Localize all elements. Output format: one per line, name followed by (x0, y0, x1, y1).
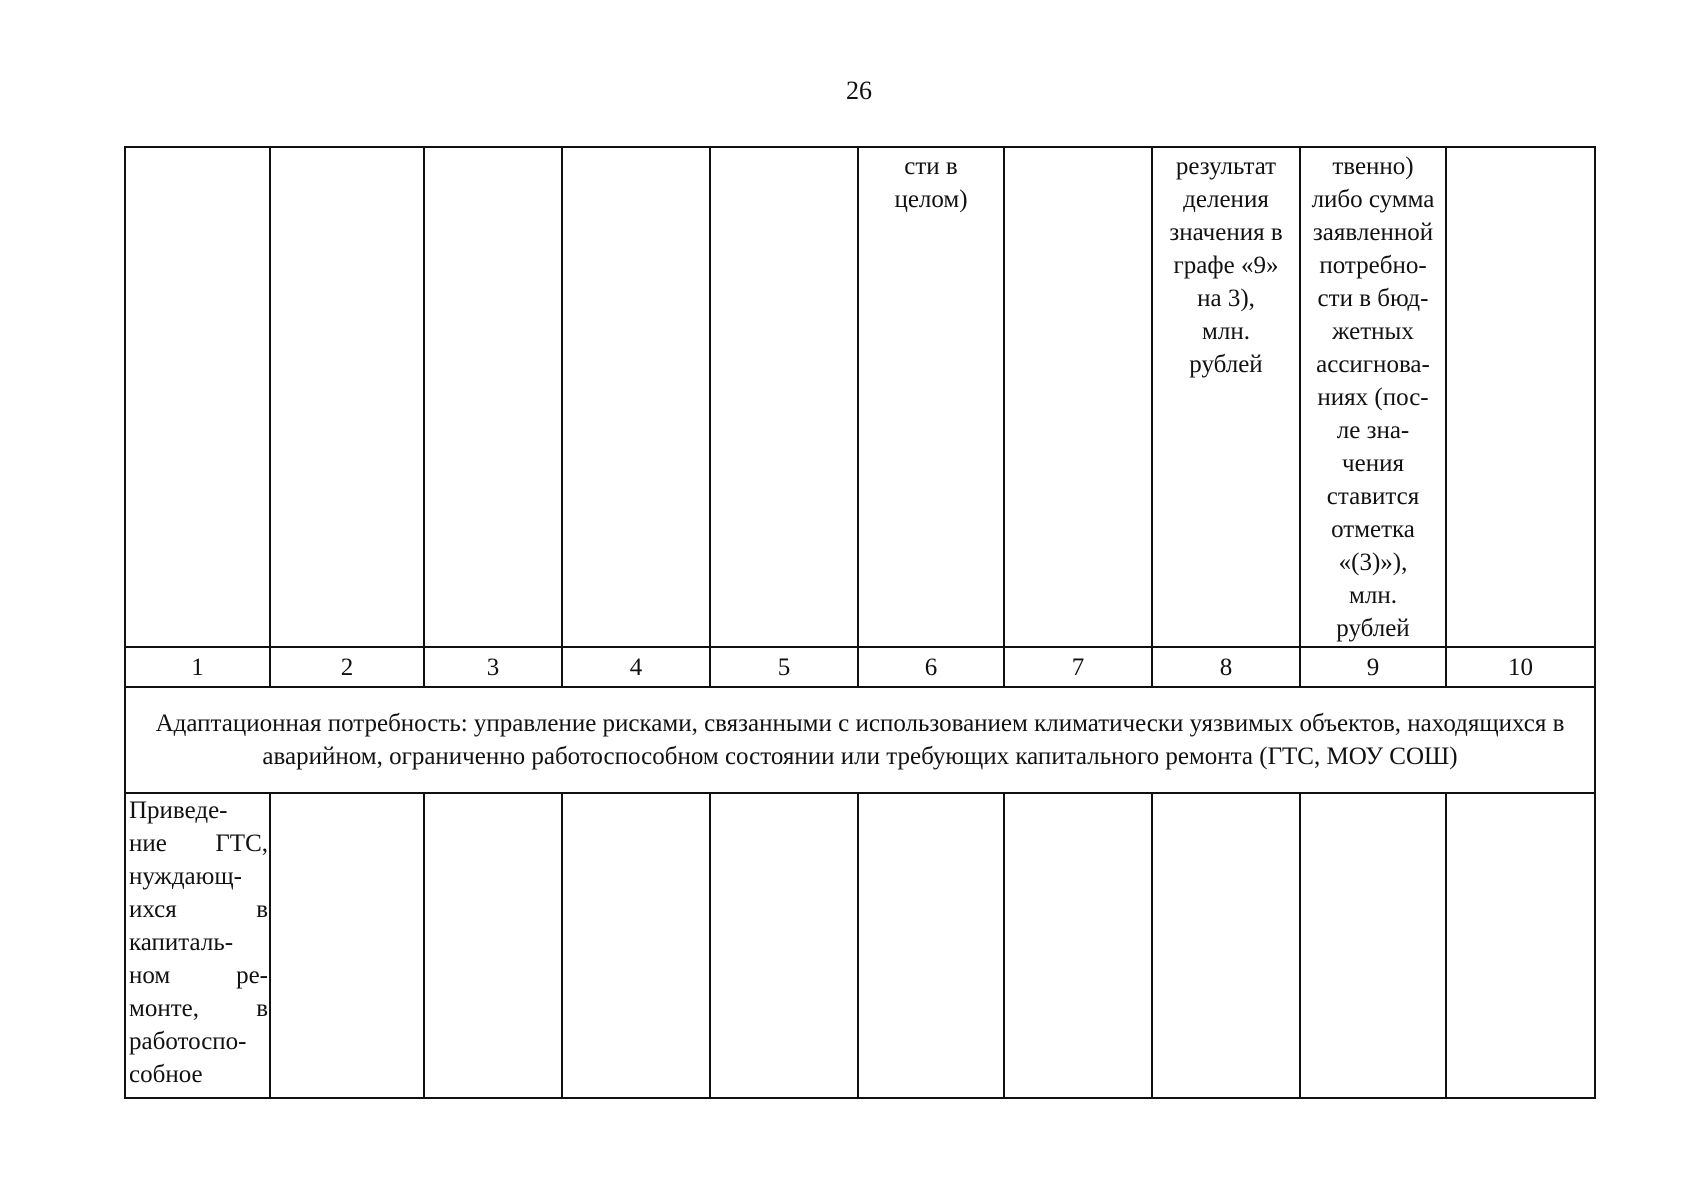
header-col9-line: заявленной (1312, 219, 1434, 246)
header-cell-col10 (1446, 147, 1595, 647)
table-cell-empty (710, 793, 858, 1098)
row-description-line: капиталь- (129, 929, 234, 956)
column-number-cell: 8 (1152, 647, 1300, 687)
page-number: 26 (846, 76, 872, 105)
column-number-cell: 3 (424, 647, 562, 687)
row-description-line: Приведе- (129, 797, 228, 824)
column-number-cell: 6 (858, 647, 1004, 687)
table-cell-empty (858, 793, 1004, 1098)
column-number-cell: 9 (1300, 647, 1446, 687)
header-col8-line: графе «9» (1173, 252, 1279, 279)
table-cell-empty (270, 793, 424, 1098)
header-col9-line: ассигнова- (1316, 351, 1430, 378)
header-cell-col5 (710, 147, 858, 647)
column-number-cell: 1 (125, 647, 270, 687)
row-description-cell (125, 793, 270, 1098)
column-number-row (125, 647, 1595, 687)
section-heading-row (125, 687, 1595, 793)
row-description-line: монте, в (129, 995, 268, 1022)
header-col9-line: сти в бюд- (1317, 285, 1429, 312)
header-col9-line: млн. (1349, 582, 1397, 609)
column-number-cell: 5 (710, 647, 858, 687)
header-col9-line: либо сумма (1311, 186, 1435, 213)
header-col9-line: ниях (пос- (1317, 384, 1429, 411)
header-col9-line: жетных (1332, 318, 1414, 345)
header-cell-col4 (562, 147, 710, 647)
header-cell-col8 (1152, 147, 1300, 647)
header-col8-line: значения в (1169, 219, 1283, 246)
header-col8-line: млн. (1202, 318, 1250, 345)
column-number-cell: 2 (270, 647, 424, 687)
header-cell-col1 (125, 147, 270, 647)
row-description-line: ном ре- (129, 962, 268, 989)
row-description-line: ние ГТС, (129, 830, 268, 857)
header-col9-line: чения (1342, 450, 1404, 477)
data-table (124, 146, 1596, 1099)
table-header-continued-row (125, 147, 1595, 647)
table-cell-empty (1004, 793, 1152, 1098)
header-col8-line: деления (1183, 186, 1269, 213)
header-col6-line: сти в (904, 153, 958, 180)
header-cell-col2 (270, 147, 424, 647)
header-col9-line: ле зна- (1336, 417, 1410, 444)
row-description-line: ихся в (129, 896, 268, 923)
header-col8-line: результат (1175, 153, 1277, 180)
header-col8-line: на 3), (1197, 285, 1255, 312)
header-col8-line: рублей (1189, 351, 1263, 378)
row-description-line: собное (129, 1061, 203, 1088)
table-cell-empty (424, 793, 562, 1098)
header-cell-col6 (858, 147, 1004, 647)
table-cell-empty (562, 793, 710, 1098)
section-heading: Адаптационная потребность: управление рисками, связанными с использованием климатически уязвимых объектов, находящихся в аварийном, ограниченно работоспособном состоянии или требующих капитального ремонта (ГТС, МОУ СОШ) (125, 687, 1595, 793)
table-cell-empty (1152, 793, 1300, 1098)
column-number-cell: 4 (562, 647, 710, 687)
table-cell-empty (1446, 793, 1595, 1098)
header-col9-line: потребно- (1319, 252, 1427, 279)
header-col9-line: твенно) (1332, 153, 1414, 180)
column-number-cell: 7 (1004, 647, 1152, 687)
table-row (125, 793, 1595, 1098)
header-col9-line: отметка (1331, 516, 1415, 543)
column-number-cell: 10 (1446, 647, 1595, 687)
row-description-line: работоспо- (129, 1028, 247, 1055)
header-cell-col3 (424, 147, 562, 647)
row-description-line: нуждающ- (129, 863, 242, 890)
header-col9-line: рублей (1336, 615, 1410, 642)
header-cell-col9 (1300, 147, 1446, 647)
header-col6-line: целом) (894, 186, 968, 213)
table-cell-empty (1300, 793, 1446, 1098)
header-col9-line: «(3)»), (1338, 549, 1408, 576)
header-col9-line: ставится (1326, 483, 1420, 510)
header-cell-col7 (1004, 147, 1152, 647)
